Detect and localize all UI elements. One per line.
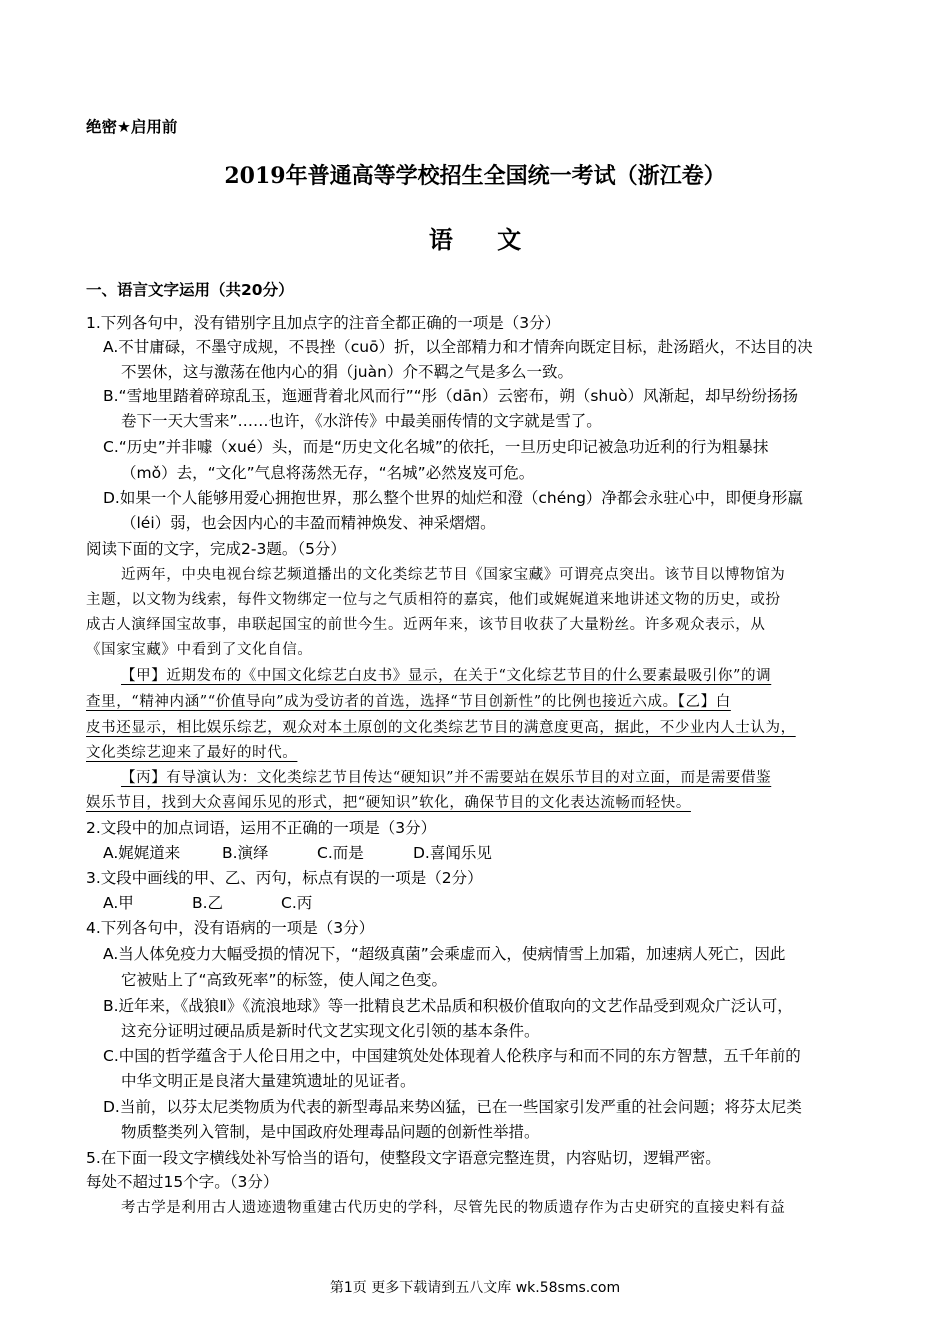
q3-option-a: A.甲 <box>103 894 134 912</box>
page-footer: 第1页 更多下载请到五八文库 wk.58sms.com <box>329 1280 621 1296</box>
q4-option-d-line2: 物质整类列入管制，是中国政府处理毒品问题的创新性举措。 <box>121 1123 540 1141</box>
q1-stem: 1.下列各句中，没有错别字且加点字的注音全都正确的一项是（3分） <box>86 314 561 332</box>
reading-p2-line1: 【甲】近期发布的《中国文化综艺白皮书》显示，在关于“文化综艺节目的什么要素最吸引你”的调 <box>121 668 772 684</box>
q1-option-d-line1: D.如果一个人能够用爱心拥抱世界，那么整个世界的灿烂和澄（chéng）净都会永驻心中，即便身形羸 <box>103 489 803 507</box>
q4-option-a-line2: 它被贴上了“高致死率”的标签，使人闻之色变。 <box>121 971 448 989</box>
reading-p1-line2: 主题，以文物为线索，每件文物绑定一位与之气质相符的嘉宾，他们或娓娓道来地讲述文物的历史，或扮 <box>86 592 781 608</box>
reading-p2-line4: 文化类综艺迎来了最好的时代。 <box>86 745 298 761</box>
subject-title: 语 文 <box>428 225 540 254</box>
q4-stem: 4.下列各句中，没有语病的一项是（3分） <box>86 919 375 937</box>
secret-label: 绝密★启用前 <box>86 118 178 136</box>
exam-title: 2019年普通高等学校招生全国统一考试（浙江卷） <box>224 163 726 189</box>
q4-option-d-line1: D.当前，以芬太尼类物质为代表的新型毒品来势凶猛，已在一些国家引发严重的社会问题；将芬太尼类 <box>103 1098 802 1116</box>
q5-passage: 考古学是利用古人遗迹遗物重建古代历史的学科，尽管先民的物质遗存作为古史研究的直接史料有益 <box>121 1200 786 1216</box>
q2-option-b: B.演绎 <box>222 844 269 862</box>
q1-option-c-line2: （mǒ）去，“文化”气息将荡然无存，“名城”必然岌岌可危。 <box>121 464 535 482</box>
reading-p2-line2: 查里，“精神内涵”“价值导向”成为受访者的首选，选择“节目创新性”的比例也接近六成。【乙】白 <box>86 694 731 710</box>
q4-option-a-line1: A.当人体免疫力大幅受损的情况下，“超级真菌”会乘虚而入，使病情雪上加霜，加速病人死亡，因此 <box>103 945 786 963</box>
q3-option-c: C.丙 <box>281 894 313 912</box>
q3-stem: 3.文段中画线的甲、乙、丙句，标点有误的一项是（2分） <box>86 869 483 887</box>
reading-p2-line3: 皮书还显示，相比娱乐综艺，观众对本土原创的文化类综艺节目的满意度更高，据此，不少业内人士认为， <box>86 720 796 736</box>
q2-option-d: D.喜闻乐见 <box>413 844 492 862</box>
q3-option-b: B.乙 <box>192 894 224 912</box>
q1-option-d-line2: （léi）弱，也会因内心的丰盈而精神焕发、神采熠熠。 <box>121 514 496 532</box>
q5-stem-line2: 每处不超过15个字。（3分） <box>86 1173 279 1191</box>
q4-option-b-line1: B.近年来，《战狼Ⅱ》《流浪地球》等一批精良艺术品质和积极价值取向的文艺作品受到观众广泛认可， <box>103 997 793 1015</box>
q4-option-c-line2: 中华文明正是良渚大量建筑遗址的见证者。 <box>121 1072 416 1090</box>
q2-option-a: A.娓娓道来 <box>103 844 181 862</box>
reading-p1-line3: 成古人演绎国宝故事，串联起国宝的前世今生。近两年来，该节目收获了大量粉丝。许多观众表示，从 <box>86 617 766 633</box>
q4-option-b-line2: 这充分证明过硬品质是新时代文艺实现文化引领的基本条件。 <box>121 1022 540 1040</box>
reading-p3-line1: 【丙】有导演认为：文化类综艺节目传达“硬知识”并不需要站在娱乐节目的对立面，而是需要借鉴 <box>121 770 772 786</box>
q1-option-b-line2: 卷下一天大雪来”……也许，《水浒传》中最美丽传情的文字就是雪了。 <box>121 412 602 430</box>
q1-option-a-line1: A.不甘庸碌，不墨守成规，不畏挫（cuō）折，以全部精力和才情奔向既定目标，赴汤蹈火，不达目的决 <box>103 338 813 356</box>
reading-p1-line4: 《国家宝藏》中看到了文化自信。 <box>86 642 313 658</box>
q1-option-a-line2: 不罢休，这与激荡在他内心的狷（juàn）介不羁之气是多么一致。 <box>121 363 573 381</box>
q1-option-c-line1: C.“历史”并非噱（xué）头，而是“历史文化名城”的依托，一旦历史印记被急功近利的行为粗暴抹 <box>103 438 769 456</box>
q4-option-c-line1: C.中国的哲学蕴含于人伦日用之中，中国建筑处处体现着人伦秩序与和而不同的东方智慧，五千年前的 <box>103 1047 801 1065</box>
reading-intro: 阅读下面的文字，完成2-3题。（5分） <box>86 540 346 558</box>
q2-option-c: C.而是 <box>317 844 364 862</box>
section-heading: 一、语言文字运用（共20分） <box>86 281 294 299</box>
reading-p3-line2: 娱乐节目，找到大众喜闻乐见的形式，把“硬知识”软化，确保节目的文化表达流畅而轻快。 <box>86 795 691 811</box>
q2-stem: 2.文段中的加点词语，运用不正确的一项是（3分） <box>86 819 437 837</box>
q1-option-b-line1: B.“雪地里踏着碎琼乱玉，迤逦背着北风而行”“彤（dān）云密布，朔（shuò）风渐起，却早纷纷扬扬 <box>103 387 799 405</box>
reading-p1-line1: 近两年，中央电视台综艺频道播出的文化类综艺节目《国家宝藏》可谓亮点突出。该节目以博物馆为 <box>121 567 786 583</box>
q5-stem-line1: 5.在下面一段文字横线处补写恰当的语句，使整段文字语意完整连贯，内容贴切，逻辑严密。 <box>86 1149 721 1167</box>
